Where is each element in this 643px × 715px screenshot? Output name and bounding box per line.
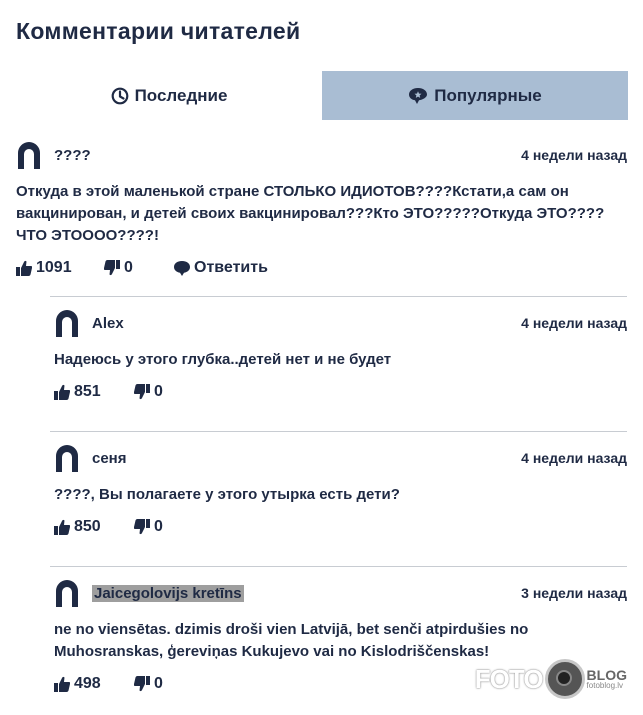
like-count: 498: [74, 675, 101, 692]
comment-text: Надеюсь у этого глубка..детей нет и не будет: [54, 351, 392, 368]
thumbs-down-icon: [134, 519, 150, 535]
camera-lens-icon: [545, 659, 585, 699]
popular-icon: [408, 87, 428, 105]
tab-popular[interactable]: [322, 71, 628, 120]
thumbs-up-icon: [16, 260, 32, 276]
comment-divider: [50, 566, 627, 567]
comment: [16, 141, 627, 277]
dislike-button[interactable]: [134, 518, 163, 536]
comment-text: ????, Вы полагаете у этого утырка есть дети?: [54, 486, 400, 503]
comment-time: 4 недели назад: [521, 450, 627, 466]
comment-author[interactable]: сеня: [92, 449, 127, 467]
reply-button[interactable]: [174, 259, 268, 277]
comment-author[interactable]: Alex: [92, 314, 124, 332]
thumbs-down-icon: [104, 260, 120, 276]
comment-reply: [54, 444, 627, 536]
watermark-url: fotoblog.lv: [586, 681, 624, 690]
tab-popular-label: Популярные: [434, 85, 542, 105]
watermark-brand: FOTO: [474, 663, 543, 694]
comment-text: ne no viensētas. dzimis droši vien Latvijā, bet senči atpirdušies no Muhosranskas, ģereviņas Kukujevo vai no Kislodriščenskas!: [54, 621, 529, 660]
reply-icon: [174, 260, 190, 276]
like-count: 1091: [36, 259, 72, 276]
clock-icon: [111, 87, 129, 105]
comment-author[interactable]: Jaicegolovijs kretīns: [94, 584, 242, 602]
thumbs-down-icon: [134, 676, 150, 692]
like-count: 850: [74, 518, 101, 535]
dislike-count: 0: [124, 259, 133, 276]
comment-reply: [54, 309, 627, 401]
comment-author[interactable]: ????: [54, 146, 91, 164]
comment-time: 4 недели назад: [521, 147, 627, 163]
comment-divider: [50, 431, 627, 432]
dislike-count: 0: [154, 675, 163, 692]
thumbs-up-icon: [54, 384, 70, 400]
thumbs-down-icon: [134, 384, 150, 400]
like-button[interactable]: [54, 383, 134, 401]
fotoblog-watermark: [475, 659, 627, 699]
comment-time: 4 недели назад: [521, 315, 627, 331]
like-button[interactable]: [16, 259, 104, 277]
thumbs-up-icon: [54, 676, 70, 692]
comment-time: 3 недели назад: [521, 585, 627, 601]
reply-label: Ответить: [194, 259, 268, 276]
comment-divider: [50, 296, 627, 297]
avatar-icon: [54, 579, 80, 607]
dislike-button[interactable]: [134, 675, 163, 693]
dislike-button[interactable]: [134, 383, 163, 401]
like-button[interactable]: [54, 518, 134, 536]
watermark-suffix: BLOG: [586, 667, 627, 683]
comment-tabs: [16, 71, 628, 120]
dislike-count: 0: [154, 518, 163, 535]
tab-latest[interactable]: [16, 71, 322, 120]
page-title: Комментарии читателей: [16, 18, 301, 44]
comment-text: Откуда в этой маленькой стране СТОЛЬКО ИДИОТОВ????Кстати,а сам он вакцинирован, и детей своих вакцинировал???Кто ЭТО?????Откуда ЭТО???? ЧТО ЭТОООО????!: [16, 183, 605, 244]
avatar-icon: [54, 309, 80, 337]
dislike-count: 0: [154, 383, 163, 400]
tab-latest-label: Последние: [134, 85, 228, 105]
avatar-icon: [16, 141, 42, 169]
dislike-button[interactable]: [104, 259, 174, 277]
avatar-icon: [54, 444, 80, 472]
thumbs-up-icon: [54, 519, 70, 535]
like-count: 851: [74, 383, 101, 400]
like-button[interactable]: [54, 675, 134, 693]
